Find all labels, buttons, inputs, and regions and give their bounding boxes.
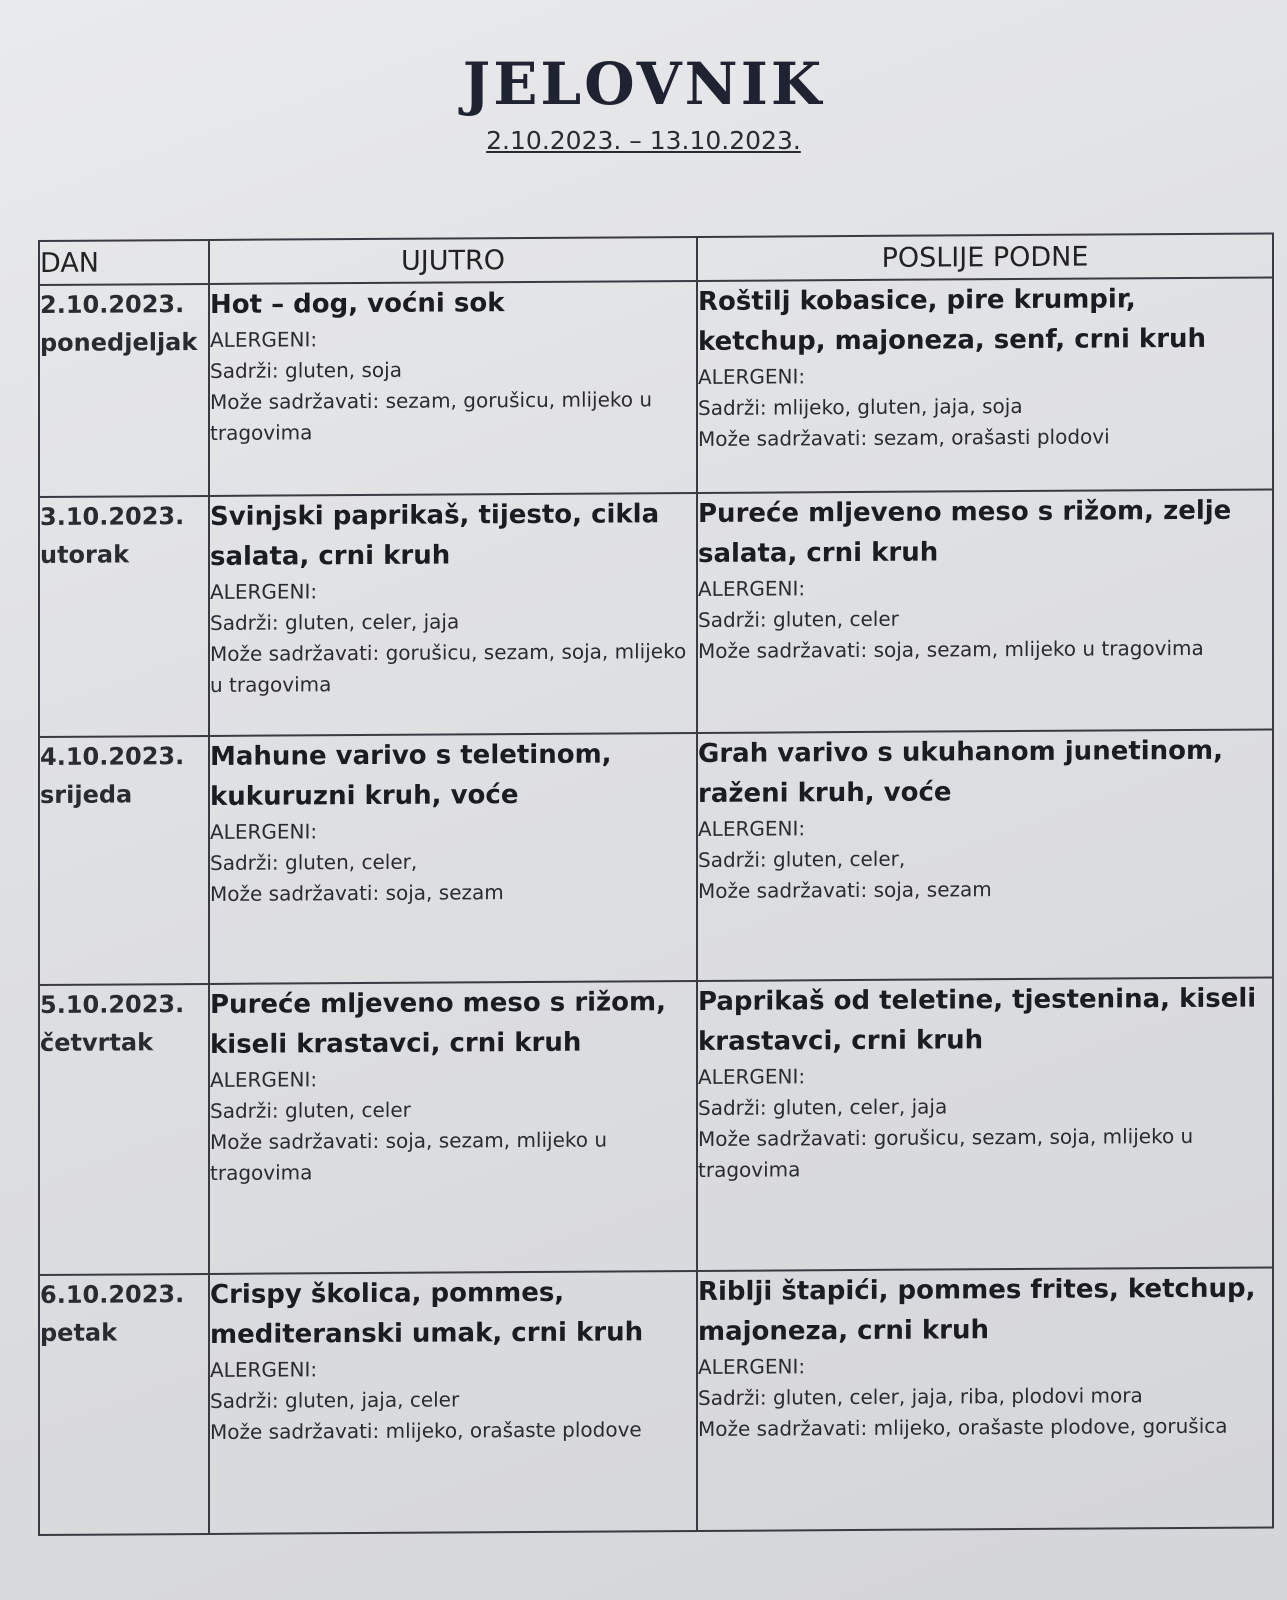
date-range: 2.10.2023. – 13.10.2023.	[486, 126, 801, 155]
allergens-may-contain: Može sadržavati: gorušicu, sezam, soja, mlijeko u tragovima	[698, 1123, 1194, 1182]
allergens-label: ALERGENI:	[698, 1354, 806, 1379]
day-weekday: utorak	[40, 540, 130, 569]
day-weekday: ponedjeljak	[40, 328, 198, 357]
dish-name: Paprikaš od teletine, tjestenina, kiseli krastavci, crni kruh	[698, 983, 1257, 1057]
day-cell	[39, 284, 209, 497]
dish-name: Pureće mljeveno meso s rižom, kiseli krastavci, crni kruh	[210, 987, 667, 1060]
day-cell	[39, 736, 209, 985]
allergens-contains: Sadrži: gluten, jaja, celer	[210, 1387, 460, 1413]
dish-name: Mahune varivo s teletinom, kukuruzni kruh, voće	[210, 739, 612, 812]
allergens-label: ALERGENI:	[210, 579, 318, 604]
header-morning: UJUTRO	[209, 237, 697, 284]
allergens-contains: Sadrži: gluten, celer,	[698, 846, 906, 872]
afternoon-meal-cell	[697, 1267, 1273, 1531]
day-date: 6.10.2023.	[40, 1280, 185, 1309]
morning-meal-cell	[209, 733, 697, 984]
dish-name: Roštilj kobasice, pire krumpir, ketchup, majoneza, senf, crni kruh	[698, 284, 1207, 357]
allergens-label: ALERGENI:	[210, 327, 318, 352]
table-row	[39, 1267, 1273, 1535]
table-row	[39, 977, 1273, 1275]
allergens-may-contain: Može sadržavati: mlijeko, orašaste plodove, gorušica	[698, 1413, 1228, 1441]
allergens-label: ALERGENI:	[698, 816, 806, 841]
allergens-may-contain: Može sadržavati: gorušicu, sezam, soja, mlijeko u tragovima	[210, 639, 687, 697]
morning-meal-cell	[209, 281, 697, 496]
allergens-contains: Sadrži: gluten, celer	[698, 606, 899, 632]
allergens-may-contain: Može sadržavati: sezam, orašasti plodovi	[698, 424, 1110, 451]
allergens-contains: Sadrži: gluten, celer, jaja, riba, plodovi mora	[698, 1383, 1143, 1410]
table-row	[39, 489, 1273, 737]
allergens-contains: Sadrži: gluten, celer, jaja	[698, 1094, 948, 1120]
header-afternoon: POSLIJE PODNE	[697, 233, 1273, 281]
afternoon-meal-cell	[697, 277, 1273, 493]
afternoon-meal-cell	[697, 489, 1273, 733]
allergens-contains: Sadrži: gluten, celer,	[210, 849, 418, 875]
allergens-may-contain: Može sadržavati: soja, sezam	[210, 880, 504, 906]
dish-name: Grah varivo s ukuhanom junetinom, raženi kruh, voće	[698, 735, 1224, 809]
header-day: DAN	[39, 240, 209, 285]
allergens-contains: Sadrži: gluten, soja	[210, 357, 402, 383]
dish-name: Riblji štapići, pommes frites, ketchup, majoneza, crni kruh	[698, 1273, 1256, 1347]
allergens-label: ALERGENI:	[698, 1064, 806, 1089]
dish-name: Svinjski paprikaš, tijesto, cikla salata, crni kruh	[210, 499, 660, 572]
dish-name: Crispy školica, pommes, mediteranski umak, crni kruh	[210, 1277, 644, 1350]
table-row	[39, 729, 1273, 985]
allergens-may-contain: Može sadržavati: mlijeko, orašaste plodove	[210, 1417, 642, 1444]
day-weekday: četvrtak	[40, 1028, 154, 1057]
allergens-label: ALERGENI:	[210, 819, 318, 844]
table-row	[39, 277, 1273, 497]
allergens-label: ALERGENI:	[210, 1067, 318, 1092]
day-date: 2.10.2023.	[40, 290, 185, 319]
allergens-may-contain: Može sadržavati: sezam, gorušicu, mlijeko u tragovima	[210, 387, 653, 445]
menu-table	[38, 232, 1274, 1536]
allergens-label: ALERGENI:	[210, 1357, 318, 1382]
day-cell	[39, 496, 209, 737]
afternoon-meal-cell	[697, 977, 1273, 1271]
dish-name: Hot – dog, voćni sok	[210, 288, 505, 320]
day-weekday: petak	[40, 1318, 118, 1347]
dish-name: Pureće mljeveno meso s rižom, zelje salata, crni kruh	[698, 495, 1232, 569]
afternoon-meal-cell	[697, 729, 1273, 981]
day-weekday: srijeda	[40, 780, 133, 809]
morning-meal-cell	[209, 493, 697, 736]
allergens-label: ALERGENI:	[698, 576, 806, 601]
day-cell	[39, 984, 209, 1275]
allergens-may-contain: Može sadržavati: soja, sezam, mlijeko u tragovima	[698, 635, 1204, 663]
day-date: 3.10.2023.	[40, 502, 185, 531]
allergens-contains: Sadrži: gluten, celer, jaja	[210, 609, 460, 635]
morning-meal-cell	[209, 1271, 697, 1534]
allergens-may-contain: Može sadržavati: soja, sezam	[698, 877, 992, 903]
day-date: 5.10.2023.	[40, 990, 185, 1019]
allergens-may-contain: Može sadržavati: soja, sezam, mlijeko u tragovima	[210, 1127, 608, 1185]
morning-meal-cell	[209, 981, 697, 1274]
header-row	[39, 233, 1273, 285]
day-date: 4.10.2023.	[40, 742, 185, 771]
allergens-contains: Sadrži: mlijeko, gluten, jaja, soja	[698, 393, 1023, 420]
day-cell	[39, 1274, 209, 1535]
page-title: JELOVNIK	[462, 50, 825, 118]
allergens-label: ALERGENI:	[698, 364, 806, 389]
allergens-contains: Sadrži: gluten, celer	[210, 1097, 411, 1123]
